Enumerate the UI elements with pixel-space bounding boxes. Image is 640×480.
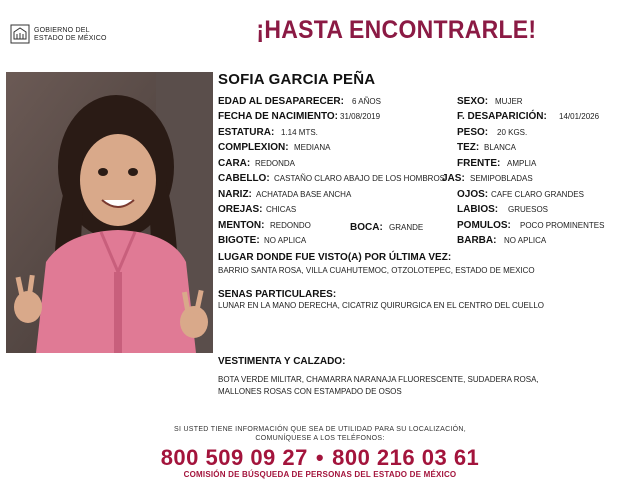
ears-value: CHICAS — [266, 205, 297, 214]
skin-label: TEZ: — [457, 142, 480, 153]
birthdate-label: FECHA DE NACIMIENTO: — [218, 111, 338, 122]
weight-value: 20 KGS. — [497, 128, 528, 137]
birthdate-value: 31/08/2019 — [340, 112, 381, 121]
mustache-label: BIGOTE: — [218, 235, 260, 246]
phone-numbers — [0, 445, 640, 471]
chin-value: REDONDO — [270, 221, 311, 230]
clothing-label: VESTIMENTA Y CALZADO: — [218, 356, 346, 367]
forehead-value: AMPLIA — [507, 159, 537, 168]
distinguishing-marks-label: SENAS PARTICULARES: — [218, 289, 337, 300]
skin-value: BLANCA — [484, 143, 517, 152]
disappearance-date-label: F. DESAPARICIÓN: — [457, 111, 547, 122]
distinguishing-marks-value: LUNAR EN LA MANO DERECHA, CICATRIZ QUIRURGICA EN EL CENTRO DEL CUELLO — [218, 301, 544, 310]
person-name: SOFIA GARCIA PEÑA — [218, 71, 376, 88]
clothing-line2: MALLONES ROSAS CON ESTAMPADO DE OSOS — [218, 387, 402, 396]
sex-label: SEXO: — [457, 96, 489, 107]
missing-person-photo — [6, 72, 213, 353]
height-label: ESTATURA: — [218, 127, 275, 138]
eyebrows-label: JAS: — [442, 173, 465, 184]
contact-note-line2: COMUNÍQUESE A LOS TELÉFONOS: — [255, 435, 385, 442]
commission-footer: COMISIÓN DE BÚSQUEDA DE PERSONAS DEL ESTADO DE MÉXICO — [183, 470, 457, 479]
cheekbones-value: POCO PROMINENTES — [520, 221, 605, 230]
government-logo — [10, 22, 115, 46]
eyes-label: OJOS: — [457, 189, 489, 200]
nose-value: ACHATADA BASE ANCHA — [256, 190, 352, 199]
mouth-label: BOCA: — [350, 222, 383, 233]
mouth-value: GRANDE — [389, 223, 424, 232]
logo-text-line2: ESTADO DE MÉXICO — [34, 35, 107, 42]
age-label: EDAD AL DESAPARECER: — [218, 96, 344, 107]
clothing-line1: BOTA VERDE MILITAR, CHAMARRA NARANAJA FLUORESCENTE, SUDADERA ROSA, — [218, 375, 539, 384]
eyes-value: CAFE CLARO GRANDES — [491, 190, 584, 199]
lips-value: GRUESOS — [508, 205, 549, 214]
hair-label: CABELLO: — [218, 173, 270, 184]
chin-label: MENTON: — [218, 220, 265, 231]
build-label: COMPLEXION: — [218, 142, 289, 153]
phone-number-2[interactable]: 800 216 03 61 — [332, 445, 480, 470]
state-seal-icon — [10, 24, 30, 44]
contact-note-line1: SI USTED TIENE INFORMACIÓN QUE SEA DE UTILIDAD PARA SU LOCALIZACIÓN, — [173, 426, 467, 433]
logo-text-line1: GOBIERNO DEL — [34, 27, 90, 34]
forehead-label: FRENTE: — [457, 158, 501, 169]
cheekbones-label: POMULOS: — [457, 220, 511, 231]
mustache-value: NO APLICA — [264, 236, 307, 245]
weight-label: PESO: — [457, 127, 489, 138]
beard-value: NO APLICA — [504, 236, 547, 245]
height-value: 1.14 MTS. — [281, 128, 318, 137]
hair-value: CASTAÑO CLARO ABAJO DE LOS HOMBROS — [274, 174, 445, 183]
headline: ¡HASTA ENCONTRARLE! — [256, 16, 537, 44]
phone-separator: • — [315, 445, 325, 470]
age-value: 6 AÑOS — [352, 97, 381, 106]
beard-label: BARBA: — [457, 235, 497, 246]
nose-label: NARIZ: — [218, 189, 252, 200]
sex-value: MUJER — [495, 97, 523, 106]
build-value: MEDIANA — [294, 143, 331, 152]
last-seen-label: LUGAR DONDE FUE VISTO(A) POR ÚLTIMA VEZ: — [218, 252, 452, 263]
phone-number-1[interactable]: 800 509 09 27 — [160, 445, 308, 470]
lips-label: LABIOS: — [457, 204, 499, 215]
last-seen-value: BARRIO SANTA ROSA, VILLA CUAHUTEMOC, OTZOLOTEPEC, ESTADO DE MEXICO — [218, 266, 535, 275]
eyebrows-value: SEMIPOBLADAS — [470, 174, 533, 183]
face-label: CARA: — [218, 158, 251, 169]
face-value: REDONDA — [255, 159, 296, 168]
ears-label: OREJAS: — [218, 204, 263, 215]
disappearance-date-value: 14/01/2026 — [559, 112, 600, 121]
